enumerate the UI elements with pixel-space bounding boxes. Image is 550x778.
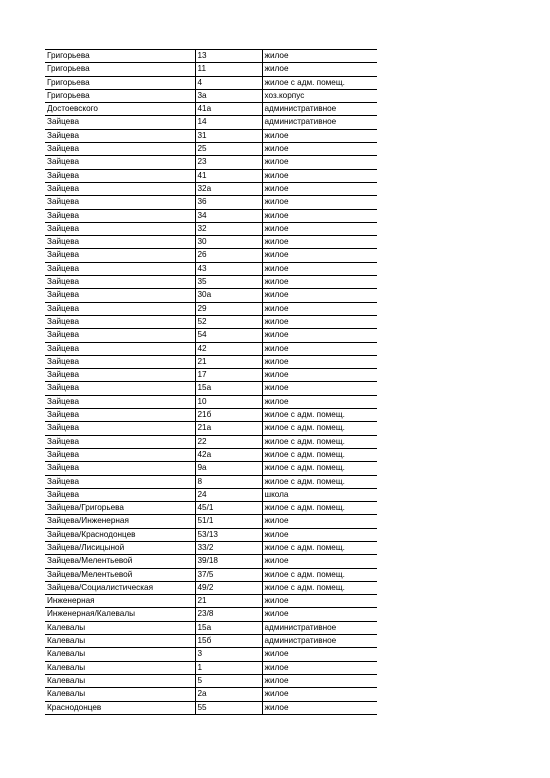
building-type-cell: жилое <box>262 262 377 275</box>
table-row <box>45 182 377 195</box>
building-type-cell: жилое <box>262 276 377 289</box>
table-row <box>45 143 377 156</box>
table-row <box>45 236 377 249</box>
street-cell: Зайцева <box>45 302 195 315</box>
house-number-cell: 22 <box>195 435 262 448</box>
table-row <box>45 581 377 594</box>
street-cell: Инженерная/Калевалы <box>45 608 195 621</box>
building-type-cell: жилое <box>262 302 377 315</box>
house-number-cell: 33/2 <box>195 541 262 554</box>
building-type-cell: жилое <box>262 129 377 142</box>
table-row <box>45 462 377 475</box>
table-row <box>45 688 377 701</box>
house-number-cell: 42а <box>195 448 262 461</box>
building-type-cell: жилое <box>262 156 377 169</box>
street-cell: Зайцева <box>45 395 195 408</box>
building-type-cell: жилое <box>262 395 377 408</box>
house-number-cell: 53/13 <box>195 528 262 541</box>
street-cell: Зайцева <box>45 315 195 328</box>
house-number-cell: 31 <box>195 129 262 142</box>
table-row <box>45 488 377 501</box>
street-cell: Зайцева <box>45 276 195 289</box>
building-type-cell: жилое <box>262 315 377 328</box>
building-type-cell: жилое <box>262 289 377 302</box>
table-row <box>45 608 377 621</box>
table-row <box>45 475 377 488</box>
house-number-cell: 21 <box>195 355 262 368</box>
house-number-cell: 25 <box>195 143 262 156</box>
street-cell: Зайцева <box>45 329 195 342</box>
building-type-cell: жилое <box>262 515 377 528</box>
house-number-cell: 9а <box>195 462 262 475</box>
house-number-cell: 14 <box>195 116 262 129</box>
building-type-cell: жилое <box>262 369 377 382</box>
building-type-cell: жилое <box>262 182 377 195</box>
street-cell: Зайцева/Лисицыной <box>45 541 195 554</box>
street-cell: Зайцева/Мелентьевой <box>45 568 195 581</box>
building-type-cell: административное <box>262 621 377 634</box>
table-row <box>45 129 377 142</box>
street-cell: Зайцева/Мелентьевой <box>45 555 195 568</box>
house-number-cell: 36 <box>195 196 262 209</box>
table-row <box>45 409 377 422</box>
street-cell: Зайцева <box>45 488 195 501</box>
building-type-cell: жилое <box>262 236 377 249</box>
table-row <box>45 502 377 515</box>
document-sheet <box>45 49 377 715</box>
building-type-cell: жилое с адм. помещ. <box>262 76 377 89</box>
table-row <box>45 329 377 342</box>
street-cell: Зайцева <box>45 448 195 461</box>
table-row <box>45 648 377 661</box>
building-type-cell: жилое с адм. помещ. <box>262 422 377 435</box>
building-type-cell: жилое <box>262 608 377 621</box>
street-cell: Зайцева <box>45 262 195 275</box>
house-number-cell: 34 <box>195 209 262 222</box>
building-type-cell: жилое <box>262 329 377 342</box>
house-number-cell: 26 <box>195 249 262 262</box>
table-row <box>45 422 377 435</box>
house-number-cell: 41 <box>195 169 262 182</box>
building-type-cell: жилое <box>262 169 377 182</box>
street-cell: Зайцева <box>45 422 195 435</box>
house-number-cell: 49/2 <box>195 581 262 594</box>
building-type-cell: жилое с адм. помещ. <box>262 502 377 515</box>
table-row <box>45 395 377 408</box>
table-row <box>45 315 377 328</box>
table-row <box>45 156 377 169</box>
street-cell: Григорьева <box>45 50 195 63</box>
house-number-cell: 15б <box>195 635 262 648</box>
street-cell: Достоевского <box>45 103 195 116</box>
street-cell: Калевалы <box>45 661 195 674</box>
house-number-cell: 24 <box>195 488 262 501</box>
street-cell: Зайцева <box>45 129 195 142</box>
table-row <box>45 50 377 63</box>
house-number-cell: 1 <box>195 661 262 674</box>
building-type-cell: жилое <box>262 355 377 368</box>
house-number-cell: 23 <box>195 156 262 169</box>
table-row <box>45 262 377 275</box>
street-cell: Зайцева/Григорьева <box>45 502 195 515</box>
house-number-cell: 21б <box>195 409 262 422</box>
house-number-cell: 17 <box>195 369 262 382</box>
table-row <box>45 701 377 714</box>
building-type-cell: жилое <box>262 661 377 674</box>
table-row <box>45 89 377 102</box>
building-type-cell: жилое с адм. помещ. <box>262 409 377 422</box>
table-row <box>45 515 377 528</box>
house-number-cell: 45/1 <box>195 502 262 515</box>
street-cell: Зайцева <box>45 249 195 262</box>
street-cell: Краснодонцев <box>45 701 195 714</box>
house-number-cell: 23/8 <box>195 608 262 621</box>
street-cell: Зайцева <box>45 342 195 355</box>
table-row <box>45 76 377 89</box>
building-type-cell: жилое с адм. помещ. <box>262 435 377 448</box>
building-type-cell: жилое <box>262 674 377 687</box>
house-number-cell: 10 <box>195 395 262 408</box>
street-cell: Калевалы <box>45 635 195 648</box>
house-number-cell: 30 <box>195 236 262 249</box>
building-type-cell: жилое <box>262 648 377 661</box>
table-row <box>45 169 377 182</box>
table-row <box>45 342 377 355</box>
house-number-cell: 2а <box>195 688 262 701</box>
table-row <box>45 116 377 129</box>
building-type-cell: жилое <box>262 222 377 235</box>
house-number-cell: 52 <box>195 315 262 328</box>
house-number-cell: 15а <box>195 621 262 634</box>
street-cell: Зайцева <box>45 169 195 182</box>
table-row <box>45 369 377 382</box>
building-type-cell: школа <box>262 488 377 501</box>
building-type-cell: жилое <box>262 196 377 209</box>
house-number-cell: 32 <box>195 222 262 235</box>
building-type-cell: жилое <box>262 143 377 156</box>
building-type-cell: жилое <box>262 63 377 76</box>
house-number-cell: 29 <box>195 302 262 315</box>
table-row <box>45 661 377 674</box>
street-cell: Зайцева <box>45 222 195 235</box>
building-type-cell: хоз.корпус <box>262 89 377 102</box>
building-type-cell: жилое с адм. помещ. <box>262 581 377 594</box>
table-row <box>45 103 377 116</box>
table-row <box>45 621 377 634</box>
house-number-cell: 42 <box>195 342 262 355</box>
street-cell: Зайцева <box>45 409 195 422</box>
street-cell: Калевалы <box>45 648 195 661</box>
building-type-cell: жилое <box>262 249 377 262</box>
building-type-cell: жилое с адм. помещ. <box>262 448 377 461</box>
table-row <box>45 382 377 395</box>
house-number-cell: 21а <box>195 422 262 435</box>
table-row <box>45 249 377 262</box>
house-number-cell: 5 <box>195 674 262 687</box>
house-number-cell: 35 <box>195 276 262 289</box>
building-type-cell: жилое <box>262 555 377 568</box>
table-row <box>45 289 377 302</box>
street-cell: Зайцева <box>45 143 195 156</box>
house-number-cell: 41а <box>195 103 262 116</box>
building-type-cell: жилое <box>262 382 377 395</box>
house-number-cell: 15а <box>195 382 262 395</box>
building-type-cell: жилое с адм. помещ. <box>262 462 377 475</box>
house-number-cell: 43 <box>195 262 262 275</box>
house-number-cell: 55 <box>195 701 262 714</box>
table-row <box>45 209 377 222</box>
street-cell: Зайцева <box>45 369 195 382</box>
building-type-cell: жилое с адм. помещ. <box>262 568 377 581</box>
street-cell: Зайцева/Инженерная <box>45 515 195 528</box>
building-type-cell: жилое <box>262 595 377 608</box>
street-cell: Зайцева <box>45 435 195 448</box>
building-type-cell: административное <box>262 103 377 116</box>
table-row <box>45 528 377 541</box>
building-type-cell: жилое <box>262 50 377 63</box>
building-type-cell: административное <box>262 116 377 129</box>
street-cell: Калевалы <box>45 688 195 701</box>
building-type-cell: административное <box>262 635 377 648</box>
building-type-cell: жилое <box>262 688 377 701</box>
street-cell: Калевалы <box>45 674 195 687</box>
building-type-cell: жилое <box>262 209 377 222</box>
house-number-cell: 51/1 <box>195 515 262 528</box>
table-row <box>45 355 377 368</box>
street-cell: Инженерная <box>45 595 195 608</box>
table-row <box>45 635 377 648</box>
building-type-cell: жилое <box>262 528 377 541</box>
building-type-cell: жилое с адм. помещ. <box>262 475 377 488</box>
building-type-cell: жилое <box>262 342 377 355</box>
table-row <box>45 302 377 315</box>
table-row <box>45 568 377 581</box>
street-cell: Зайцева <box>45 382 195 395</box>
street-cell: Григорьева <box>45 89 195 102</box>
house-number-cell: 39/18 <box>195 555 262 568</box>
house-number-cell: 3 <box>195 648 262 661</box>
table-row <box>45 222 377 235</box>
buildings-table-body <box>45 50 377 715</box>
table-row <box>45 555 377 568</box>
table-row <box>45 541 377 554</box>
table-row <box>45 595 377 608</box>
house-number-cell: 3а <box>195 89 262 102</box>
table-row <box>45 435 377 448</box>
table-row <box>45 196 377 209</box>
street-cell: Зайцева <box>45 289 195 302</box>
house-number-cell: 32а <box>195 182 262 195</box>
building-type-cell: жилое с адм. помещ. <box>262 541 377 554</box>
house-number-cell: 4 <box>195 76 262 89</box>
street-cell: Зайцева/Краснодонцев <box>45 528 195 541</box>
street-cell: Зайцева <box>45 355 195 368</box>
house-number-cell: 8 <box>195 475 262 488</box>
street-cell: Зайцева <box>45 209 195 222</box>
house-number-cell: 11 <box>195 63 262 76</box>
house-number-cell: 13 <box>195 50 262 63</box>
street-cell: Зайцева <box>45 182 195 195</box>
table-row <box>45 63 377 76</box>
building-type-cell: жилое <box>262 701 377 714</box>
street-cell: Зайцева <box>45 116 195 129</box>
house-number-cell: 21 <box>195 595 262 608</box>
buildings-table <box>45 49 377 715</box>
street-cell: Зайцева/Социалистическая <box>45 581 195 594</box>
house-number-cell: 37/5 <box>195 568 262 581</box>
table-row <box>45 448 377 461</box>
street-cell: Григорьева <box>45 76 195 89</box>
house-number-cell: 30а <box>195 289 262 302</box>
table-row <box>45 674 377 687</box>
street-cell: Калевалы <box>45 621 195 634</box>
table-row <box>45 276 377 289</box>
house-number-cell: 54 <box>195 329 262 342</box>
street-cell: Зайцева <box>45 475 195 488</box>
street-cell: Григорьева <box>45 63 195 76</box>
street-cell: Зайцева <box>45 462 195 475</box>
street-cell: Зайцева <box>45 236 195 249</box>
street-cell: Зайцева <box>45 196 195 209</box>
street-cell: Зайцева <box>45 156 195 169</box>
